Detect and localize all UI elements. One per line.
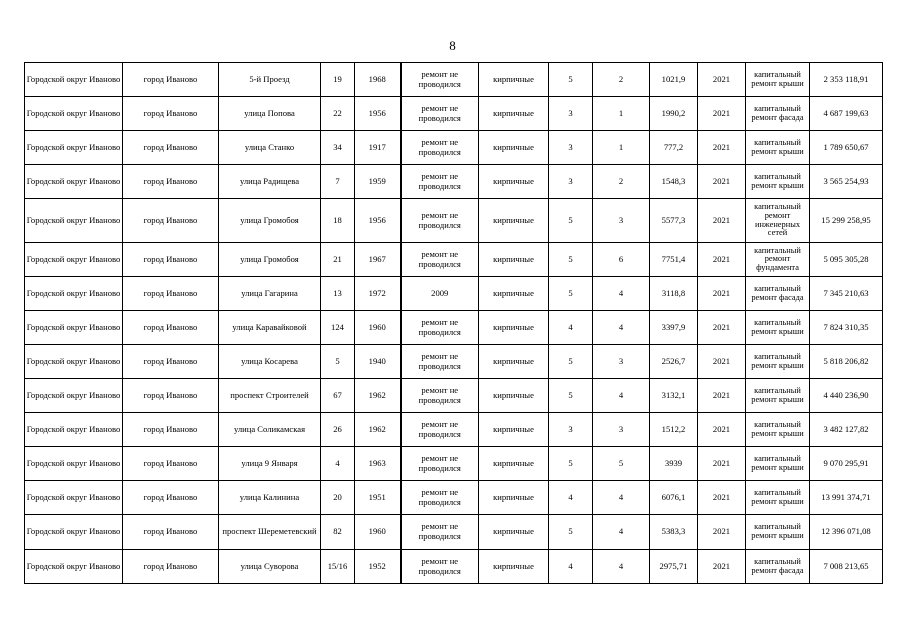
cell-entrances: 2 <box>593 63 650 97</box>
cell-wall-material: кирпичные <box>479 550 549 584</box>
cell-works: капитальный ремонт крыши <box>746 413 810 447</box>
cell-city: город Иваново <box>123 243 219 277</box>
cell-area: 3118,8 <box>650 277 698 311</box>
cell-street: улица Суворова <box>219 550 321 584</box>
cell-last-repair: ремонт не проводился <box>401 379 479 413</box>
cell-last-repair: 2009 <box>401 277 479 311</box>
cell-floors: 5 <box>549 447 593 481</box>
cell-street: улица Радищева <box>219 165 321 199</box>
cell-street: улица Каравайковой <box>219 311 321 345</box>
cell-year-built: 1960 <box>355 311 401 345</box>
cell-house: 34 <box>321 131 355 165</box>
cell-works: капитальный ремонт инженерных сетей <box>746 199 810 243</box>
cell-wall-material: кирпичные <box>479 311 549 345</box>
cell-house: 5 <box>321 345 355 379</box>
cell-year-built: 1960 <box>355 515 401 550</box>
cell-plan-year: 2021 <box>698 131 746 165</box>
cell-plan-year: 2021 <box>698 63 746 97</box>
cell-floors: 3 <box>549 131 593 165</box>
cell-year-built: 1959 <box>355 165 401 199</box>
cell-wall-material: кирпичные <box>479 515 549 550</box>
cell-works: капитальный ремонт крыши <box>746 481 810 515</box>
cell-area: 1990,2 <box>650 97 698 131</box>
cell-house: 20 <box>321 481 355 515</box>
cell-street: 5-й Проезд <box>219 63 321 97</box>
cell-wall-material: кирпичные <box>479 165 549 199</box>
cell-house: 26 <box>321 413 355 447</box>
cell-last-repair: ремонт не проводился <box>401 481 479 515</box>
cell-floors: 5 <box>549 515 593 550</box>
cell-last-repair: ремонт не проводился <box>401 97 479 131</box>
cell-city: город Иваново <box>123 515 219 550</box>
cell-entrances: 4 <box>593 311 650 345</box>
cell-last-repair: ремонт не проводился <box>401 199 479 243</box>
table-row <box>25 277 883 311</box>
cell-floors: 5 <box>549 199 593 243</box>
cell-plan-year: 2021 <box>698 199 746 243</box>
table-row <box>25 63 883 97</box>
cell-wall-material: кирпичные <box>479 379 549 413</box>
cell-cost: 5 095 305,28 <box>810 243 883 277</box>
cell-floors: 3 <box>549 97 593 131</box>
cell-cost: 3 482 127,82 <box>810 413 883 447</box>
cell-floors: 4 <box>549 481 593 515</box>
cell-city: город Иваново <box>123 277 219 311</box>
cell-plan-year: 2021 <box>698 311 746 345</box>
table-body <box>25 63 883 584</box>
cell-plan-year: 2021 <box>698 550 746 584</box>
cell-works: капитальный ремонт крыши <box>746 311 810 345</box>
cell-district: Городской округ Иваново <box>25 63 123 97</box>
cell-works: капитальный ремонт крыши <box>746 447 810 481</box>
cell-cost: 7 824 310,35 <box>810 311 883 345</box>
cell-cost: 2 353 118,91 <box>810 63 883 97</box>
cell-plan-year: 2021 <box>698 277 746 311</box>
cell-last-repair: ремонт не проводился <box>401 165 479 199</box>
table-row <box>25 97 883 131</box>
cell-works: капитальный ремонт крыши <box>746 63 810 97</box>
cell-cost: 7 345 210,63 <box>810 277 883 311</box>
cell-entrances: 4 <box>593 481 650 515</box>
cell-year-built: 1968 <box>355 63 401 97</box>
cell-plan-year: 2021 <box>698 165 746 199</box>
cell-street: улица Калинина <box>219 481 321 515</box>
cell-entrances: 1 <box>593 131 650 165</box>
cell-entrances: 3 <box>593 199 650 243</box>
cell-wall-material: кирпичные <box>479 199 549 243</box>
cell-house: 21 <box>321 243 355 277</box>
cell-wall-material: кирпичные <box>479 97 549 131</box>
cell-house: 15/16 <box>321 550 355 584</box>
cell-area: 6076,1 <box>650 481 698 515</box>
table-row <box>25 199 883 243</box>
cell-year-built: 1956 <box>355 97 401 131</box>
table-row <box>25 447 883 481</box>
cell-street: улица Гагарина <box>219 277 321 311</box>
cell-floors: 5 <box>549 63 593 97</box>
cell-city: город Иваново <box>123 131 219 165</box>
cell-house: 124 <box>321 311 355 345</box>
cell-district: Городской округ Иваново <box>25 515 123 550</box>
cell-district: Городской округ Иваново <box>25 413 123 447</box>
table-row <box>25 481 883 515</box>
cell-last-repair: ремонт не проводился <box>401 63 479 97</box>
cell-area: 5577,3 <box>650 199 698 243</box>
cell-house: 7 <box>321 165 355 199</box>
cell-district: Городской округ Иваново <box>25 481 123 515</box>
cell-city: город Иваново <box>123 97 219 131</box>
cell-last-repair: ремонт не проводился <box>401 243 479 277</box>
cell-wall-material: кирпичные <box>479 243 549 277</box>
cell-area: 5383,3 <box>650 515 698 550</box>
cell-plan-year: 2021 <box>698 379 746 413</box>
cell-entrances: 2 <box>593 165 650 199</box>
cell-year-built: 1962 <box>355 413 401 447</box>
cell-entrances: 3 <box>593 413 650 447</box>
cell-plan-year: 2021 <box>698 413 746 447</box>
cell-cost: 1 789 650,67 <box>810 131 883 165</box>
cell-area: 2526,7 <box>650 345 698 379</box>
cell-district: Городской округ Иваново <box>25 277 123 311</box>
cell-floors: 5 <box>549 243 593 277</box>
cell-last-repair: ремонт не проводился <box>401 515 479 550</box>
cell-entrances: 4 <box>593 550 650 584</box>
cell-house: 18 <box>321 199 355 243</box>
table-row <box>25 413 883 447</box>
cell-cost: 9 070 295,91 <box>810 447 883 481</box>
cell-wall-material: кирпичные <box>479 63 549 97</box>
cell-floors: 3 <box>549 165 593 199</box>
cell-city: город Иваново <box>123 447 219 481</box>
cell-year-built: 1952 <box>355 550 401 584</box>
table-row <box>25 379 883 413</box>
cell-street: улица 9 Января <box>219 447 321 481</box>
cell-cost: 15 299 258,95 <box>810 199 883 243</box>
cell-street: улица Громобоя <box>219 243 321 277</box>
table-row <box>25 243 883 277</box>
cell-works: капитальный ремонт фасада <box>746 97 810 131</box>
cell-works: капитальный ремонт крыши <box>746 345 810 379</box>
cell-works: капитальный ремонт крыши <box>746 131 810 165</box>
cell-city: город Иваново <box>123 481 219 515</box>
cell-city: город Иваново <box>123 550 219 584</box>
cell-city: город Иваново <box>123 199 219 243</box>
cell-city: город Иваново <box>123 379 219 413</box>
cell-wall-material: кирпичные <box>479 481 549 515</box>
cell-street: улица Станко <box>219 131 321 165</box>
cell-entrances: 1 <box>593 97 650 131</box>
cell-year-built: 1967 <box>355 243 401 277</box>
cell-floors: 5 <box>549 379 593 413</box>
cell-last-repair: ремонт не проводился <box>401 131 479 165</box>
cell-district: Городской округ Иваново <box>25 311 123 345</box>
cell-wall-material: кирпичные <box>479 413 549 447</box>
cell-area: 2975,71 <box>650 550 698 584</box>
table-row <box>25 131 883 165</box>
cell-floors: 5 <box>549 277 593 311</box>
cell-year-built: 1963 <box>355 447 401 481</box>
cell-district: Городской округ Иваново <box>25 243 123 277</box>
cell-cost: 4 687 199,63 <box>810 97 883 131</box>
cell-district: Городской округ Иваново <box>25 550 123 584</box>
cell-floors: 3 <box>549 413 593 447</box>
cell-works: капитальный ремонт фасада <box>746 550 810 584</box>
cell-year-built: 1940 <box>355 345 401 379</box>
cell-year-built: 1917 <box>355 131 401 165</box>
cell-plan-year: 2021 <box>698 447 746 481</box>
cell-year-built: 1962 <box>355 379 401 413</box>
cell-district: Городской округ Иваново <box>25 131 123 165</box>
cell-cost: 12 396 071,08 <box>810 515 883 550</box>
cell-street: проспект Строителей <box>219 379 321 413</box>
cell-house: 82 <box>321 515 355 550</box>
cell-house: 4 <box>321 447 355 481</box>
cell-cost: 3 565 254,93 <box>810 165 883 199</box>
cell-entrances: 4 <box>593 277 650 311</box>
cell-plan-year: 2021 <box>698 345 746 379</box>
cell-city: город Иваново <box>123 63 219 97</box>
table-row <box>25 550 883 584</box>
cell-year-built: 1951 <box>355 481 401 515</box>
cell-works: капитальный ремонт крыши <box>746 165 810 199</box>
cell-area: 3132,1 <box>650 379 698 413</box>
cell-year-built: 1972 <box>355 277 401 311</box>
cell-city: город Иваново <box>123 165 219 199</box>
table-row <box>25 165 883 199</box>
repair-registry-table <box>24 62 883 584</box>
cell-city: город Иваново <box>123 311 219 345</box>
cell-last-repair: ремонт не проводился <box>401 550 479 584</box>
cell-wall-material: кирпичные <box>479 131 549 165</box>
cell-last-repair: ремонт не проводился <box>401 345 479 379</box>
cell-works: капитальный ремонт крыши <box>746 515 810 550</box>
cell-entrances: 4 <box>593 379 650 413</box>
cell-cost: 4 440 236,90 <box>810 379 883 413</box>
page-number: 8 <box>449 38 456 53</box>
cell-area: 1021,9 <box>650 63 698 97</box>
cell-works: капитальный ремонт фундамента <box>746 243 810 277</box>
cell-cost: 5 818 206,82 <box>810 345 883 379</box>
cell-city: город Иваново <box>123 345 219 379</box>
cell-area: 777,2 <box>650 131 698 165</box>
cell-city: город Иваново <box>123 413 219 447</box>
cell-wall-material: кирпичные <box>479 345 549 379</box>
cell-house: 67 <box>321 379 355 413</box>
cell-works: капитальный ремонт фасада <box>746 277 810 311</box>
cell-house: 22 <box>321 97 355 131</box>
cell-cost: 7 008 213,65 <box>810 550 883 584</box>
cell-district: Городской округ Иваново <box>25 345 123 379</box>
cell-last-repair: ремонт не проводился <box>401 447 479 481</box>
cell-street: улица Громобоя <box>219 199 321 243</box>
cell-works: капитальный ремонт крыши <box>746 379 810 413</box>
cell-floors: 4 <box>549 311 593 345</box>
cell-house: 19 <box>321 63 355 97</box>
table-row <box>25 311 883 345</box>
cell-street: проспект Шереметевский <box>219 515 321 550</box>
cell-area: 7751,4 <box>650 243 698 277</box>
cell-entrances: 6 <box>593 243 650 277</box>
cell-plan-year: 2021 <box>698 481 746 515</box>
cell-house: 13 <box>321 277 355 311</box>
cell-floors: 5 <box>549 345 593 379</box>
cell-plan-year: 2021 <box>698 515 746 550</box>
cell-area: 3397,9 <box>650 311 698 345</box>
cell-district: Городской округ Иваново <box>25 447 123 481</box>
cell-district: Городской округ Иваново <box>25 165 123 199</box>
cell-entrances: 4 <box>593 515 650 550</box>
cell-plan-year: 2021 <box>698 243 746 277</box>
cell-area: 1548,3 <box>650 165 698 199</box>
cell-area: 1512,2 <box>650 413 698 447</box>
cell-cost: 13 991 374,71 <box>810 481 883 515</box>
cell-floors: 4 <box>549 550 593 584</box>
table-row <box>25 345 883 379</box>
cell-entrances: 3 <box>593 345 650 379</box>
cell-street: улица Соликамская <box>219 413 321 447</box>
cell-year-built: 1956 <box>355 199 401 243</box>
cell-district: Городской округ Иваново <box>25 379 123 413</box>
cell-plan-year: 2021 <box>698 97 746 131</box>
cell-wall-material: кирпичные <box>479 277 549 311</box>
cell-street: улица Косарева <box>219 345 321 379</box>
cell-district: Городской округ Иваново <box>25 97 123 131</box>
table-row <box>25 515 883 550</box>
cell-district: Городской округ Иваново <box>25 199 123 243</box>
cell-last-repair: ремонт не проводился <box>401 311 479 345</box>
cell-entrances: 5 <box>593 447 650 481</box>
cell-street: улица Попова <box>219 97 321 131</box>
cell-last-repair: ремонт не проводился <box>401 413 479 447</box>
cell-area: 3939 <box>650 447 698 481</box>
cell-wall-material: кирпичные <box>479 447 549 481</box>
